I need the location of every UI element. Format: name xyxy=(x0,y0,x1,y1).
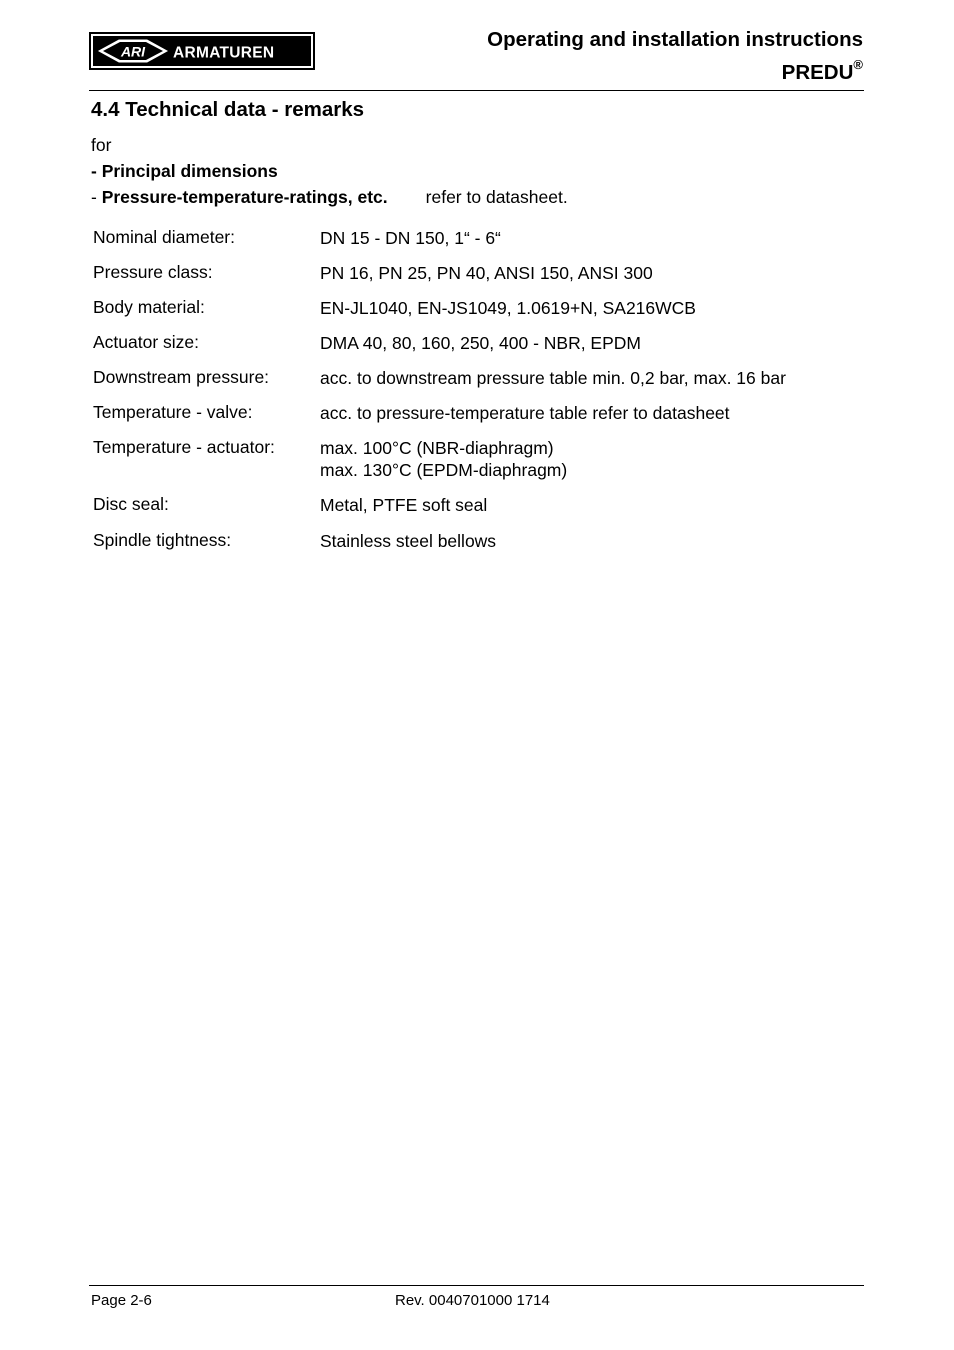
spec-value: acc. to pressure-temperature table refer to datasheet xyxy=(320,403,730,423)
intro-block xyxy=(91,132,568,210)
spec-row xyxy=(93,437,863,494)
spec-label: Downstream pressure: xyxy=(93,367,270,387)
spec-row xyxy=(93,530,863,565)
spec-row xyxy=(93,367,863,402)
spec-value: max. 100°C (NBR-diaphragm) xyxy=(320,438,554,458)
spec-label: Spindle tightness: xyxy=(93,530,232,550)
spec-value: EN-JL1040, EN-JS1049, 1.0619+N, SA216WCB xyxy=(320,298,696,318)
spec-label: Temperature - actuator: xyxy=(93,437,275,457)
spec-value: acc. to downstream pressure table min. 0,2 bar, max. 16 bar xyxy=(320,368,786,388)
section-title: 4.4 Technical data - remarks xyxy=(91,98,365,121)
intro-for: for xyxy=(91,135,112,155)
intro-item1-text: - Principal dimensions xyxy=(91,161,278,181)
spec-row xyxy=(93,262,863,297)
document-header-title xyxy=(487,26,863,86)
header-divider xyxy=(89,90,864,91)
spec-label: Temperature - valve: xyxy=(93,402,253,422)
spec-value: PN 16, PN 25, PN 40, ANSI 150, ANSI 300 xyxy=(320,263,653,283)
footer-page-number: Page 2-6 xyxy=(91,1292,152,1309)
intro-item2-text: Pressure-temperature-ratings, etc. xyxy=(101,187,388,207)
intro-item2-dash: - xyxy=(91,187,102,207)
intro-refer-text: refer to datasheet. xyxy=(425,187,568,207)
spec-row xyxy=(93,332,863,367)
technical-data-table xyxy=(93,227,863,565)
spec-label: Nominal diameter: xyxy=(93,227,235,247)
registered-mark: ® xyxy=(853,57,863,72)
spec-value-line2: max. 130°C (EPDM-diaphragm) xyxy=(320,460,568,480)
spec-row xyxy=(93,227,863,262)
footer-divider xyxy=(89,1285,864,1286)
spec-value: DMA 40, 80, 160, 250, 400 - NBR, EPDM xyxy=(320,333,641,353)
intro-item-principal-dimensions xyxy=(91,158,568,184)
spec-row xyxy=(93,402,863,437)
spec-label: Actuator size: xyxy=(93,332,200,352)
intro-item-pressure-ratings xyxy=(91,184,568,210)
header-title-line1: Operating and installation instructions xyxy=(487,28,863,51)
logo-emblem-text: ARI xyxy=(120,43,146,60)
spec-label: Pressure class: xyxy=(93,262,213,282)
spec-label: Disc seal: xyxy=(93,494,169,514)
header-product-line xyxy=(487,53,863,86)
spec-value: DN 15 - DN 150, 1“ - 6“ xyxy=(320,228,501,248)
ari-armaturen-logo xyxy=(89,32,315,70)
spec-value: Stainless steel bellows xyxy=(320,531,497,551)
logo-wordmark: ARMATUREN xyxy=(173,44,275,62)
spec-label: Body material: xyxy=(93,297,205,317)
spec-value: Metal, PTFE soft seal xyxy=(320,495,488,515)
spec-row xyxy=(93,297,863,332)
footer-revision: Rev. 0040701000 1714 xyxy=(395,1292,550,1309)
header-product-name: PREDU xyxy=(781,60,854,84)
spec-row xyxy=(93,494,863,530)
